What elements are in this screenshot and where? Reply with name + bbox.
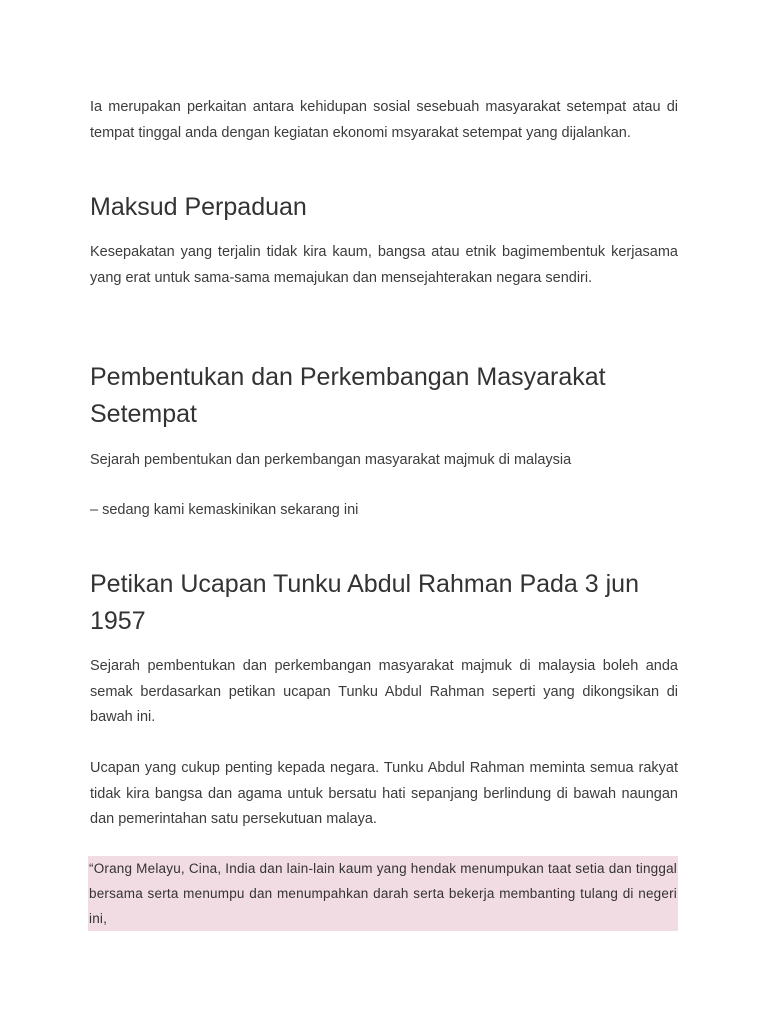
sejarah-line: Sejarah pembentukan dan perkembangan masyarakat majmuk di malaysia bbox=[90, 452, 572, 468]
maksud-paragraph: Kesepakatan yang terjalin tidak kira kaum, bangsa atau etnik bagimembentuk kerjasama yang erat untuk sama-sama memajukan dan mensejahterakan negara sendiri. bbox=[90, 244, 678, 286]
heading-petikan-ucapan: Petikan Ucapan Tunku Abdul Rahman Pada 3 jun 1957 bbox=[90, 570, 639, 635]
intro-paragraph: Ia merupakan perkaitan antara kehidupan sosial sesebuah masyarakat setempat atau di tempat tinggal anda dengan kegiatan ekonomi msyarakat setempat yang dijalankan. bbox=[90, 99, 678, 141]
heading-pembentukan: Pembentukan dan Perkembangan Masyarakat Setempat bbox=[90, 363, 606, 428]
update-line: – sedang kami kemaskinikan sekarang ini bbox=[90, 502, 359, 518]
quote-block: “Orang Melayu, Cina, India dan lain-lain kaum yang hendak menumpukan taat setia dan tinggal bersama serta menumpu dan menumpahkan darah serta bekerja membanting tulang di negeri ini, bbox=[88, 856, 678, 931]
petikan-paragraph-2: Ucapan yang cukup penting kepada negara. Tunku Abdul Rahman meminta semua rakyat tidak kira bangsa dan agama untuk bersatu hati sepanjang berlindung di bawah naungan dan pemerintahan satu persekutuan malaya. bbox=[90, 760, 678, 827]
heading-maksud-perpaduan: Maksud Perpaduan bbox=[90, 193, 307, 221]
petikan-paragraph-1: Sejarah pembentukan dan perkembangan masyarakat majmuk di malaysia boleh anda semak berdasarkan petikan ucapan Tunku Abdul Rahman seperti yang dikongsikan di bawah ini. bbox=[90, 658, 678, 725]
